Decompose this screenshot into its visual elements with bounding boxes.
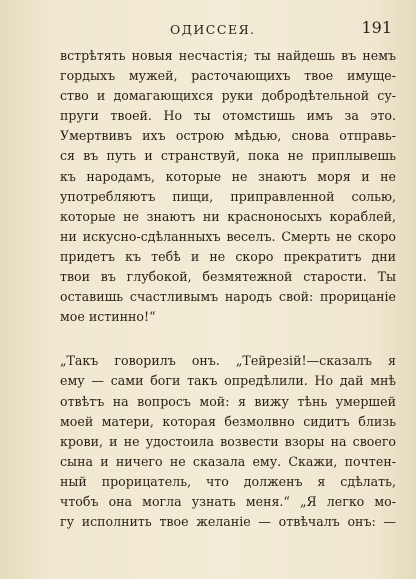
paragraph [60,351,396,532]
page-header [60,18,396,42]
text-line: ему — сами боги такъ опредѣлили. Но дай мнѣ [60,373,396,389]
paragraph [60,46,396,327]
text-line: Умертвивъ ихъ острою мѣдью, снова отправь- [60,128,396,144]
text-line: пруги твоей. Но ты отомстишь имъ за это. [60,108,396,124]
text-line: къ народамъ, которые не знаютъ моря и не [60,168,396,184]
text-line: моей матери, которая безмолвно сидитъ близь [60,413,396,429]
text-line: ся въ путь и странствуй, пока не приплывешь [60,148,396,164]
text-line: придетъ къ тебѣ и не скоро прекратитъ дни [60,248,396,264]
text-line: отвѣтъ на вопросъ мой: я вижу тѣнь умершей [60,393,396,409]
text-line: которые не знаютъ ни красноносыхъ кораблей, [60,208,396,224]
text-line: встрѣтять новыя несчастія; ты найдешь въ немъ [60,48,396,63]
paragraph-gap [60,327,396,351]
running-title: ОДИССЕЯ. [170,22,256,37]
text-line: употребляютъ пищи, приправленной солью, [60,188,396,204]
page-number: 191 [361,18,392,37]
text-line: ный прорицатель, что долженъ я сдѣлать, [60,473,396,489]
text-line: сына и ничего не сказала ему. Скажи, почтен- [60,453,396,469]
body-text [60,46,396,532]
text-line: ство и домагающихся руки добродѣтельной су- [60,88,396,104]
text-line: твои въ глубокой, безмятежной старости. Ты [60,269,396,285]
text-line: гордыхъ мужей, расточающихъ твое имущe- [60,68,396,84]
text-line: ни искусно-сдѣланныхъ веселъ. Смерть не скоро [60,228,396,244]
text-line: оставишь счастливымъ народъ свой: прорицаніе [60,289,396,305]
text-line: чтобъ она могла узнать меня.“ „Я легко мо- [60,493,396,509]
text-line: крови, и не удостоила возвести взоры на своего [60,433,396,449]
text-line: „Такъ говорилъ онъ. „Тейрезій!—сказалъ я [60,353,396,369]
text-line: гу исполнить твое желаніе — отвѣчалъ онъ: — [60,514,396,530]
text-line: мое истинно!“ [60,309,156,325]
